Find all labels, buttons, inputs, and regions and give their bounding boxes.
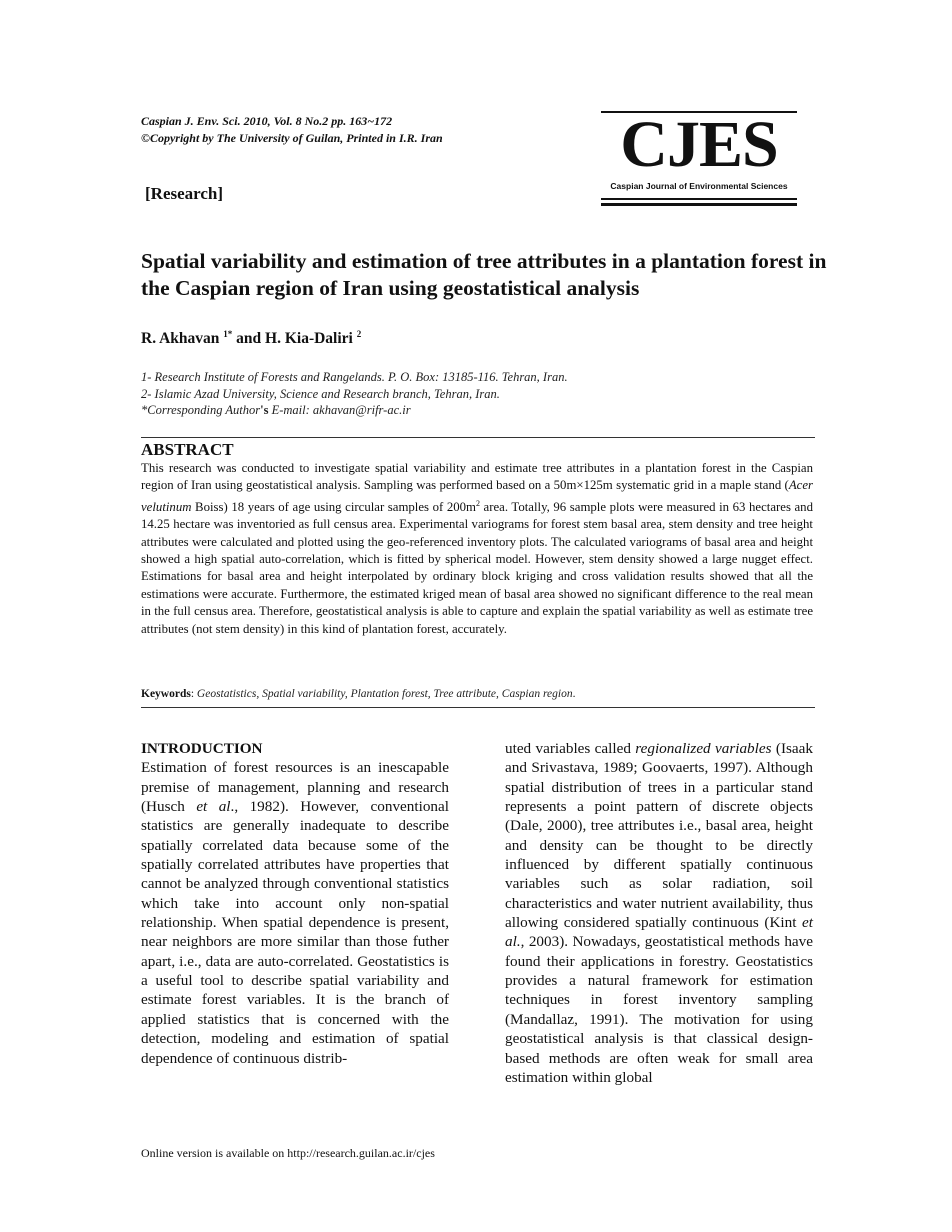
keywords-list: Geostatistics, Spatial variability, Plantation forest, Tree attribute, Caspian region [196,688,573,700]
abstract-text-part-2: Boiss) 18 years of age using circular samples of 200m [191,499,476,514]
journal-volume-line: Caspian J. Env. Sci. 2010, Vol. 8 No.2 pp. 163~172 [141,114,393,128]
keywords-end: . [572,688,576,700]
affiliation-1: 1- Research Institute of Forests and Rangelands. P. O. Box: 13185-116. Tehran, Iran. [141,370,568,384]
journal-citation [141,113,443,147]
corresponding-email: E-mail: akhavan@rifr-ac.ir [268,403,411,417]
introduction-column-1 [141,739,449,1068]
intro-col2-text-3: , 2003). Nowadays, geostatistical methods have found their applications in forestry. Geostatistics provides a natural framework for estimation techniques in forest inventory sampling (Mandallaz, 1991). The motivation for using geostatistical analysis is that classical design-based methods are often weak for small area estimation within global [505,933,813,1086]
corresponding-possessive: 's [260,403,269,417]
journal-logo [601,108,797,206]
keywords-colon: : [190,688,197,700]
author-2: H. Kia-Daliri [265,330,353,347]
affiliations [141,369,568,419]
copyright-line: ©Copyright by The University of Guilan, Printed in I.R. Iran [141,131,443,145]
logo-wordmark: CJES [620,108,778,181]
keywords-label: Keywords [141,688,191,700]
introduction-heading: INTRODUCTION [141,740,263,757]
abstract-heading: ABSTRACT [141,440,234,459]
intro-col2-text-2: (Isaak and Srivastava, 1989; Goovaerts, 1997). Although spatial distribution of trees in a particular stand represents a point pattern of discrete objects (Dale, 2000), tree attributes i.e., basal area, height and density can be thought to be directly influenced by different spatially continuous variables such as solar radiation, soil characteristics and water nutrient availability, thus allowing considered spatially continuous (Kint [505,740,813,932]
introduction-column-2 [505,739,813,1087]
area-superscript: 2 [475,498,480,508]
article-type-label: [Research] [145,184,224,203]
intro-col2-regionalized: regionalized variables [635,740,772,757]
species-name: Acer velutinum [141,478,813,514]
author-1: R. Akhavan [141,330,220,347]
intro-col2-etal: et al. [505,914,813,951]
intro-col1-etal: et al [196,798,231,816]
keywords-bottom-rule [141,707,815,708]
affiliation-2: 2- Islamic Azad University, Science and Research branch, Tehran, Iran. [141,386,500,401]
intro-col1-text-2: ., 1982). However, conventional statistics are generally inadequate to describe spatially correlated data because some of the spatially correlated attributes have properties that cannot be analyzed through conventional statistics which take into account only non-spatial relationship. When spatial dependence is present, near neighbors are more similar than those futher apart, i.e., data are auto-correlated. Geostatistics is a useful tool to describe spatial variability and estimate forest variables. It is the branch of applied statistics that is concerned with the detection, modeling and estimation of spatial dependence of continuous distrib- [141,798,449,1067]
abstract-text-part-1: This research was conducted to investigate spatial variability and estimate tree attributes in a plantation forest in the Caspian region of Iran using geostatistical analysis. Sampling was performed based on a 50m×125m systematic grid in a maple stand ( [141,461,813,493]
article-title: Spatial variability and estimation of tree attributes in a plantation forest in the Caspian region of Iran using geostatistical analysis [141,249,827,300]
logo-bottom-rule-1 [601,198,797,200]
intro-col2-text-1: uted variables called [505,740,636,757]
logo-subtitle: Caspian Journal of Environmental Sciences [610,181,788,191]
abstract-body [141,460,813,638]
author-2-affil-mark: 2 [356,329,362,339]
corresponding-label: *Corresponding Author [141,403,261,417]
online-version-footer: Online version is available on http://research.guilan.ac.ir/cjes [141,1146,435,1160]
author-1-affil-mark: 1* [223,329,233,339]
keywords-line [141,688,575,700]
author-line [141,329,361,348]
abstract-top-rule [141,437,815,438]
abstract-text-part-3: area. Totally, 96 sample plots were measured in 63 hectares and 14.25 hectare was inventoried as full census area. Experimental variograms for forest stem basal area, stem density and tree height attributes were calculated and plotted using the geo-referenced inventory plots. The calculated variograms of basal area and height showed a high spatial auto-correlation, which is fitted by spherical model. However, stem density showed a large nugget effect. Estimations for basal area and height interpolated by ordinary block kriging and cross validation results showed that all the estimations were accurate. Furthermore, the estimated kriged mean of basal area showed no significant difference to the real mean in the full census area. Therefore, geostatistical analysis is able to capture and explain the spatial variability as well as estimate tree attributes (not stem density) in this kind of plantation forest, accurately. [141,499,813,636]
intro-col1-text-1: Estimation of forest resources is an inescapable premise of management, planning and research (Husch [141,759,449,816]
logo-bottom-rule-2 [601,203,797,206]
author-conjunction: and [236,330,262,347]
corresponding-author [141,402,568,419]
